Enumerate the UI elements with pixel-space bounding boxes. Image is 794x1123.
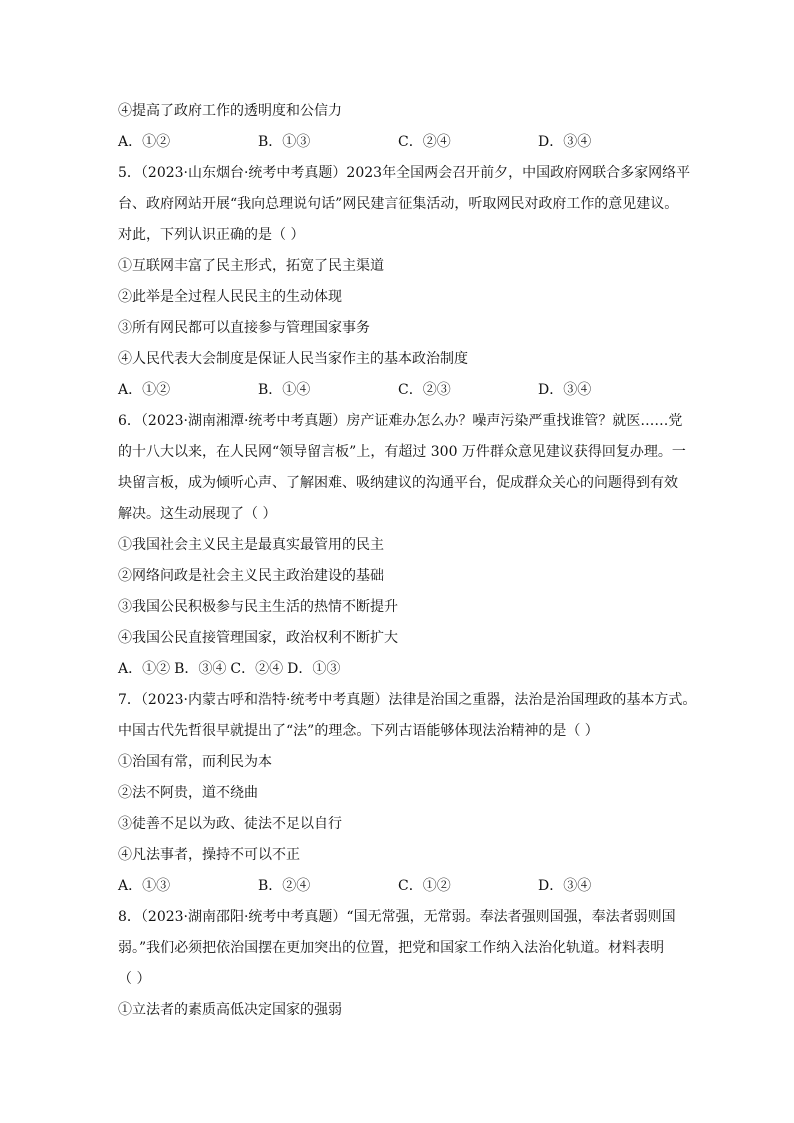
q7-statement-3: ③徒善不足以为政、徒法不足以自行 bbox=[118, 816, 342, 832]
q5-stem-line-1: 5．（2023·山东烟台·统考中考真题）2023年全国两会召开前夕，中国政府网联合多家网络平 bbox=[118, 165, 691, 181]
q5-statement-4: ④人民代表大会制度是保证人民当家作主的基本政治制度 bbox=[118, 351, 468, 367]
q5-stem-line-2: 台、政府网站开展“我向总理说句话”网民建言征集活动，听取网民对政府工作的意见建议。 bbox=[118, 196, 679, 212]
q6-option-b: B．③④ bbox=[174, 661, 227, 677]
q7-statement-4: ④凡法事者，操持不可以不正 bbox=[118, 847, 300, 863]
q7-stem-line-1: 7．（2023·内蒙古呼和浩特·统考中考真题）法律是治国之重器，法治是治国理政的基本方式。 bbox=[118, 692, 697, 708]
q8-statement-1: ①立法者的素质高低决定国家的强弱 bbox=[118, 1002, 342, 1018]
q4-options bbox=[118, 127, 698, 158]
q4-statement-4: ④提高了政府工作的透明度和公信力 bbox=[118, 103, 342, 119]
q6-statement-1: ①我国社会主义民主是最真实最管用的民主 bbox=[118, 537, 384, 553]
q6-stem-line-3: 块留言板，成为倾听心声、了解困难、吸纳建议的沟通平台，促成群众关心的问题得到有效 bbox=[118, 475, 678, 491]
q5-statement-1: ①互联网丰富了民主形式，拓宽了民主渠道 bbox=[118, 258, 384, 274]
q5-options bbox=[118, 375, 698, 406]
q5-stem-line-3: 对此，下列认识正确的是（ ） bbox=[118, 227, 305, 243]
q6-statement-2: ②网络问政是社会主义民主政治建设的基础 bbox=[118, 568, 384, 584]
q6-option-d: D．①③ bbox=[287, 661, 341, 677]
q7-options bbox=[118, 871, 698, 902]
q5-option-a: A．①② bbox=[118, 382, 171, 398]
q7-option-a: A．①③ bbox=[118, 878, 171, 894]
q6-options bbox=[118, 654, 698, 685]
q6-stem-line-1: 6．（2023·湖南湘潭·统考中考真题）房产证难办怎么办？噪声污染严重找谁管？就医……党 bbox=[118, 413, 683, 429]
q8-stem-line-3: （ ） bbox=[118, 971, 151, 987]
q5-option-d: D．③④ bbox=[538, 382, 592, 398]
q6-statement-3: ③我国公民积极参与民主生活的热情不断提升 bbox=[118, 599, 398, 615]
q8-stem-line-1: 8．（2023·湖南邵阳·统考中考真题）“国无常强，无常弱。奉法者强则国强，奉法者弱则国 bbox=[118, 909, 676, 925]
q7-option-b: B．②④ bbox=[258, 878, 311, 894]
q5-statement-3: ③所有网民都可以直接参与管理国家事务 bbox=[118, 320, 370, 336]
q4-option-a: A．①② bbox=[118, 134, 171, 150]
q5-statement-2: ②此举是全过程人民民主的生动体现 bbox=[118, 289, 342, 305]
q4-option-c: C．②④ bbox=[398, 134, 451, 150]
q7-statement-2: ②法不阿贵，道不绕曲 bbox=[118, 785, 258, 801]
q7-option-d: D．③④ bbox=[538, 878, 592, 894]
q5-option-b: B．①④ bbox=[258, 382, 311, 398]
q4-option-d: D．③④ bbox=[538, 134, 592, 150]
q4-option-b: B．①③ bbox=[258, 134, 311, 150]
q6-stem-line-2: 的十八大以来，在人民网“领导留言板”上，有超过 300 万件群众意见建议获得回复办理。一 bbox=[118, 444, 686, 460]
q6-stem-line-4: 解决。这生动展现了（ ） bbox=[118, 506, 277, 522]
q6-option-c: C．②④ bbox=[230, 661, 284, 677]
q5-option-c: C．②③ bbox=[398, 382, 451, 398]
q7-option-c: C．①② bbox=[398, 878, 451, 894]
q8-stem-line-2: 弱。”我们必须把依治国摆在更加突出的位置，把党和国家工作纳入法治化轨道。材料表明 bbox=[118, 940, 665, 956]
q7-stem-line-2: 中国古代先哲很早就提出了“法”的理念。下列古语能够体现法治精神的是（ ） bbox=[118, 723, 599, 739]
q6-option-a: A．①② bbox=[118, 661, 171, 677]
q7-statement-1: ①治国有常，而利民为本 bbox=[118, 754, 272, 770]
document-page bbox=[118, 96, 698, 1026]
q6-statement-4: ④我国公民直接管理国家，政治权利不断扩大 bbox=[118, 630, 398, 646]
